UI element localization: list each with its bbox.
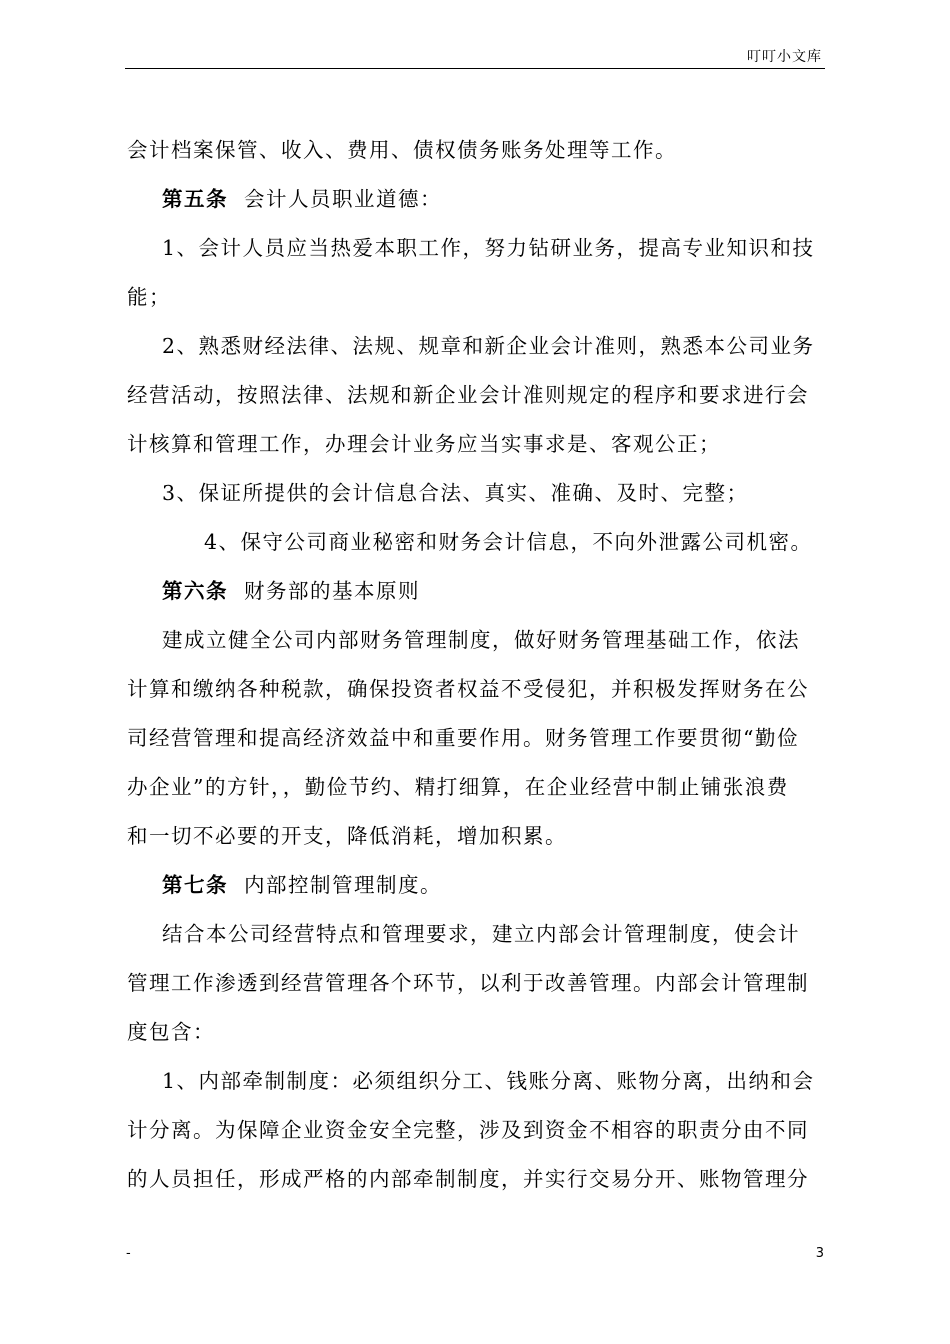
article-5-line — [127, 175, 827, 224]
paragraph-line: 司经营管理和提高经济效益中和重要作用。财务管理工作要贯彻“勤俭 — [127, 726, 799, 750]
footer-dash: - — [126, 1246, 131, 1261]
paragraph-line: 会计档案保管、收入、费用、债权债务账务处理等工作。 — [127, 138, 677, 162]
article-heading: 第六条 — [162, 579, 228, 603]
paragraph-line: 的人员担任，形成严格的内部牵制制度，并实行交易分开、账物管理分 — [127, 1167, 809, 1191]
paragraph-line: 1、内部牵制制度：必须组织分工、钱账分离、账物分离，出纳和会 — [162, 1069, 815, 1093]
page-number: 3 — [815, 1246, 824, 1261]
paragraph-line: 4、保守公司商业秘密和财务会计信息，不向外泄露公司机密。 — [204, 530, 813, 554]
article-text: 财务部的基本原则 — [244, 579, 421, 603]
article-text: 内部控制管理制度。 — [244, 873, 443, 897]
paragraph-line: 办企业”的方针，，勤俭节约、精打细算，在企业经营中制止铺张浪费 — [127, 775, 789, 799]
paragraph-line: 计核算和管理工作，办理会计业务应当实事求是、客观公正； — [127, 432, 721, 456]
header-title: 叮叮小文库 — [747, 49, 822, 65]
article-heading: 第七条 — [162, 873, 228, 897]
article-6-line — [127, 567, 827, 616]
paragraph-line: 和一切不必要的开支，降低消耗，增加积累。 — [127, 824, 567, 848]
paragraph-line: 计算和缴纳各种税款，确保投资者权益不受侵犯，并积极发挥财务在公 — [127, 677, 809, 701]
paragraph-line: 2、熟悉财经法律、法规、规章和新企业会计准则，熟悉本公司业务 — [162, 334, 815, 358]
header-rule — [125, 68, 825, 69]
article-text: 会计人员职业道德： — [244, 187, 443, 211]
paragraph-line: 经营活动，按照法律、法规和新企业会计准则规定的程序和要求进行会 — [127, 383, 809, 407]
article-7-line — [127, 861, 827, 910]
paragraph-line: 1、会计人员应当热爱本职工作，努力钻研业务，提高专业知识和技 — [162, 236, 815, 260]
paragraph-line: 结合本公司经营特点和管理要求，建立内部会计管理制度，使会计 — [162, 922, 800, 946]
paragraph-line: 度包含： — [127, 1020, 215, 1044]
paragraph-line: 管理工作渗透到经营管理各个环节，以利于改善管理。内部会计管理制 — [127, 971, 809, 995]
paragraph-line: 计分离。为保障企业资金安全完整，涉及到资金不相容的职责分由不同 — [127, 1118, 809, 1142]
article-heading: 第五条 — [162, 187, 228, 211]
paragraph-line: 能； — [127, 285, 171, 309]
document-body — [127, 126, 827, 1204]
paragraph-line: 建成立健全公司内部财务管理制度，做好财务管理基础工作，依法 — [162, 628, 800, 652]
paragraph-line: 3、保证所提供的会计信息合法、真实、准确、及时、完整； — [162, 481, 749, 505]
